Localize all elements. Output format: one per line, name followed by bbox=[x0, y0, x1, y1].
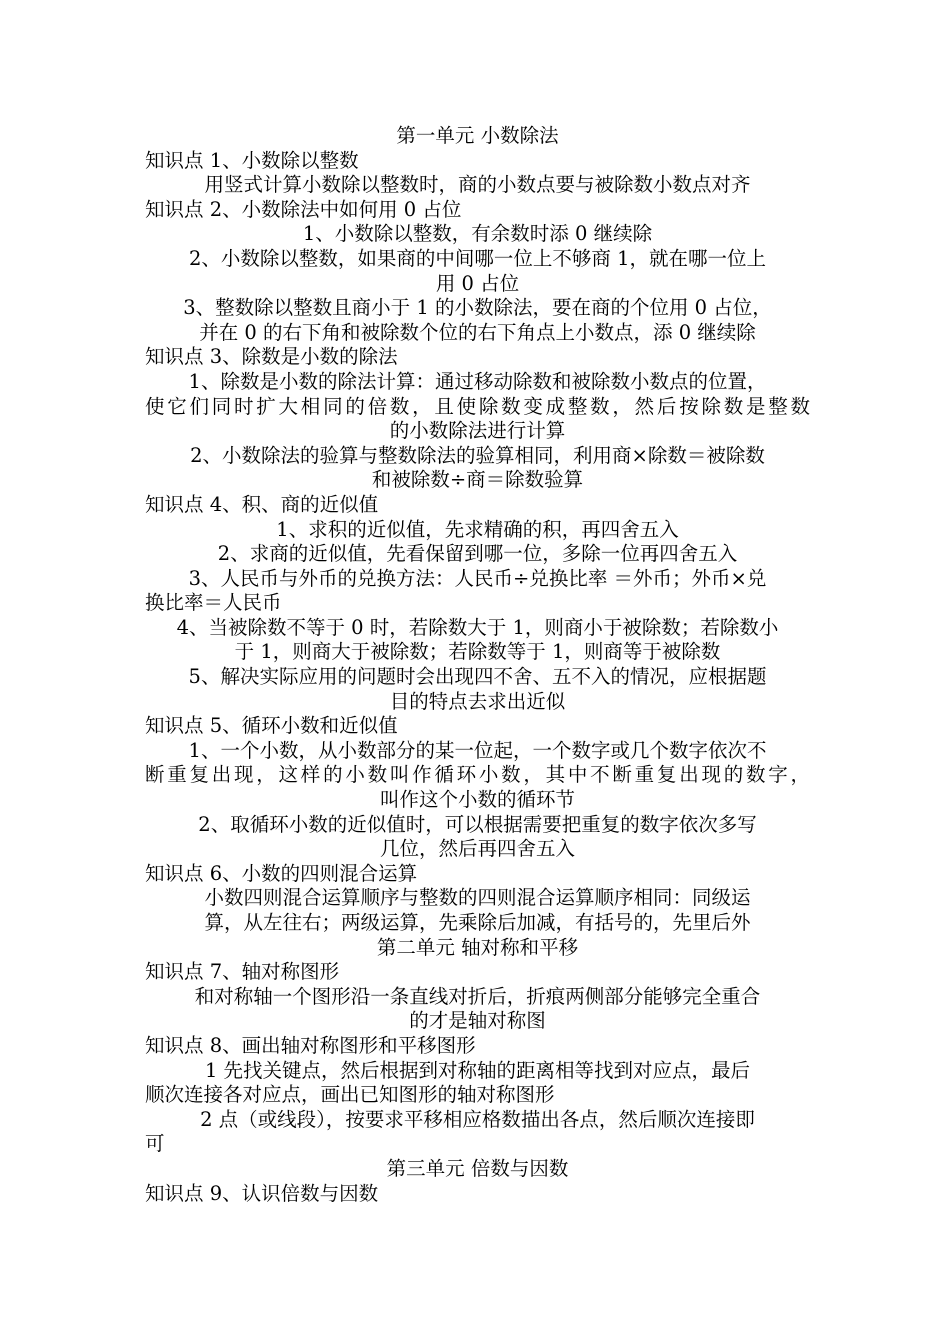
text-line: 的小数除法进行计算 bbox=[389, 419, 566, 443]
text-line: 的才是轴对称图 bbox=[409, 1009, 546, 1033]
text-line: 并在 0 的右下角和被除数个位的右下角点上小数点，添 0 继续除 bbox=[199, 320, 756, 344]
text-line: 2、取循环小数的近似值时，可以根据需要把重复的数字依次多写 bbox=[198, 812, 757, 836]
text-line: 2、小数除以整数，如果商的中间哪一位上不够商 1，就在哪一位上 bbox=[188, 246, 766, 270]
text-line: 几位，然后再四舍五入 bbox=[379, 837, 575, 861]
text-line: 叫作这个小数的循环节 bbox=[379, 788, 575, 812]
text-line: 顺次连接各对应点，画出已知图形的轴对称图形 bbox=[145, 1083, 555, 1107]
text-line: 1、小数除以整数，有余数时添 0 继续除 bbox=[302, 222, 653, 246]
text-line: 使它们同时扩大相同的倍数，且使除数变成整数，然后按除数是整数 bbox=[145, 394, 810, 418]
section-heading: 知识点 2、小数除法中如何用 0 占位 bbox=[145, 197, 462, 221]
text-line: 3、人民币与外币的兑换方法：人民币÷兑换比率 ＝外币；外币×兑 bbox=[188, 566, 767, 590]
text-line: 5、解决实际应用的问题时会出现四不舍、五不入的情况，应根据题 bbox=[188, 665, 767, 689]
section-heading: 知识点 4、积、商的近似值 bbox=[145, 492, 379, 516]
text-line: 于 1，则商大于被除数；若除数等于 1，则商等于被除数 bbox=[234, 640, 721, 664]
unit-title: 第二单元 轴对称和平移 bbox=[376, 935, 579, 959]
unit-title: 第三单元 倍数与因数 bbox=[386, 1156, 569, 1180]
text-line: 4、当被除数不等于 0 时，若除数大于 1，则商小于被除数；若除数小 bbox=[176, 615, 779, 639]
unit-title: 第一单元 小数除法 bbox=[396, 124, 559, 147]
text-line: 2 点（或线段），按要求平移相应格数描出各点，然后顺次连接即 bbox=[200, 1107, 755, 1131]
text-line: 1、除数是小数的除法计算：通过移动除数和被除数小数点的位置， bbox=[188, 369, 767, 393]
text-line: 换比率＝人民币 bbox=[145, 591, 282, 615]
text-line: 2、求商的近似值，先看保留到哪一位，多除一位再四舍五入 bbox=[217, 542, 738, 566]
text-line: 1、一个小数，从小数部分的某一位起，一个数字或几个数字依次不 bbox=[188, 738, 767, 762]
text-line: 目的特点去求出近似 bbox=[389, 689, 566, 713]
text-line: 1、求积的近似值，先求精确的积，再四舍五入 bbox=[276, 517, 679, 541]
section-heading: 知识点 3、除数是小数的除法 bbox=[145, 345, 398, 369]
text-line: 3、整数除以整数且商小于 1 的小数除法，要在商的个位用 0 占位， bbox=[183, 296, 772, 320]
text-line: 可 bbox=[145, 1132, 165, 1156]
text-line: 和对称轴一个图形沿一条直线对折后，折痕两侧部分能够完全重合 bbox=[194, 984, 761, 1008]
section-heading: 知识点 5、循环小数和近似值 bbox=[145, 714, 398, 738]
section-heading: 知识点 6、小数的四则混合运算 bbox=[145, 861, 418, 885]
text-line: 算，从左往右；两级运算，先乘除后加减，有括号的，先里后外 bbox=[204, 911, 751, 934]
section-heading: 知识点 1、小数除以整数 bbox=[145, 148, 359, 172]
section-heading: 知识点 7、轴对称图形 bbox=[145, 960, 340, 984]
text-line: 2、小数除法的验算与整数除法的验算相同，利用商×除数＝被除数 bbox=[190, 443, 765, 467]
section-heading: 知识点 8、画出轴对称图形和平移图形 bbox=[145, 1033, 476, 1057]
document-page bbox=[145, 124, 810, 1206]
text-line: 用竖式计算小数除以整数时，商的小数点要与被除数小数点对齐 bbox=[204, 173, 751, 197]
text-line: 和被除数÷商＝除数验算 bbox=[371, 468, 584, 492]
text-line: 断重复出现，这样的小数叫作循环小数，其中不断重复出现的数字， bbox=[145, 763, 810, 787]
text-line: 1 先找关键点，然后根据到对称轴的距离相等找到对应点，最后 bbox=[204, 1058, 751, 1082]
section-heading: 知识点 9、认识倍数与因数 bbox=[145, 1181, 379, 1205]
text-line: 用 0 占位 bbox=[435, 271, 520, 295]
text-line: 小数四则混合运算顺序与整数的四则混合运算顺序相同：同级运 bbox=[204, 886, 751, 910]
